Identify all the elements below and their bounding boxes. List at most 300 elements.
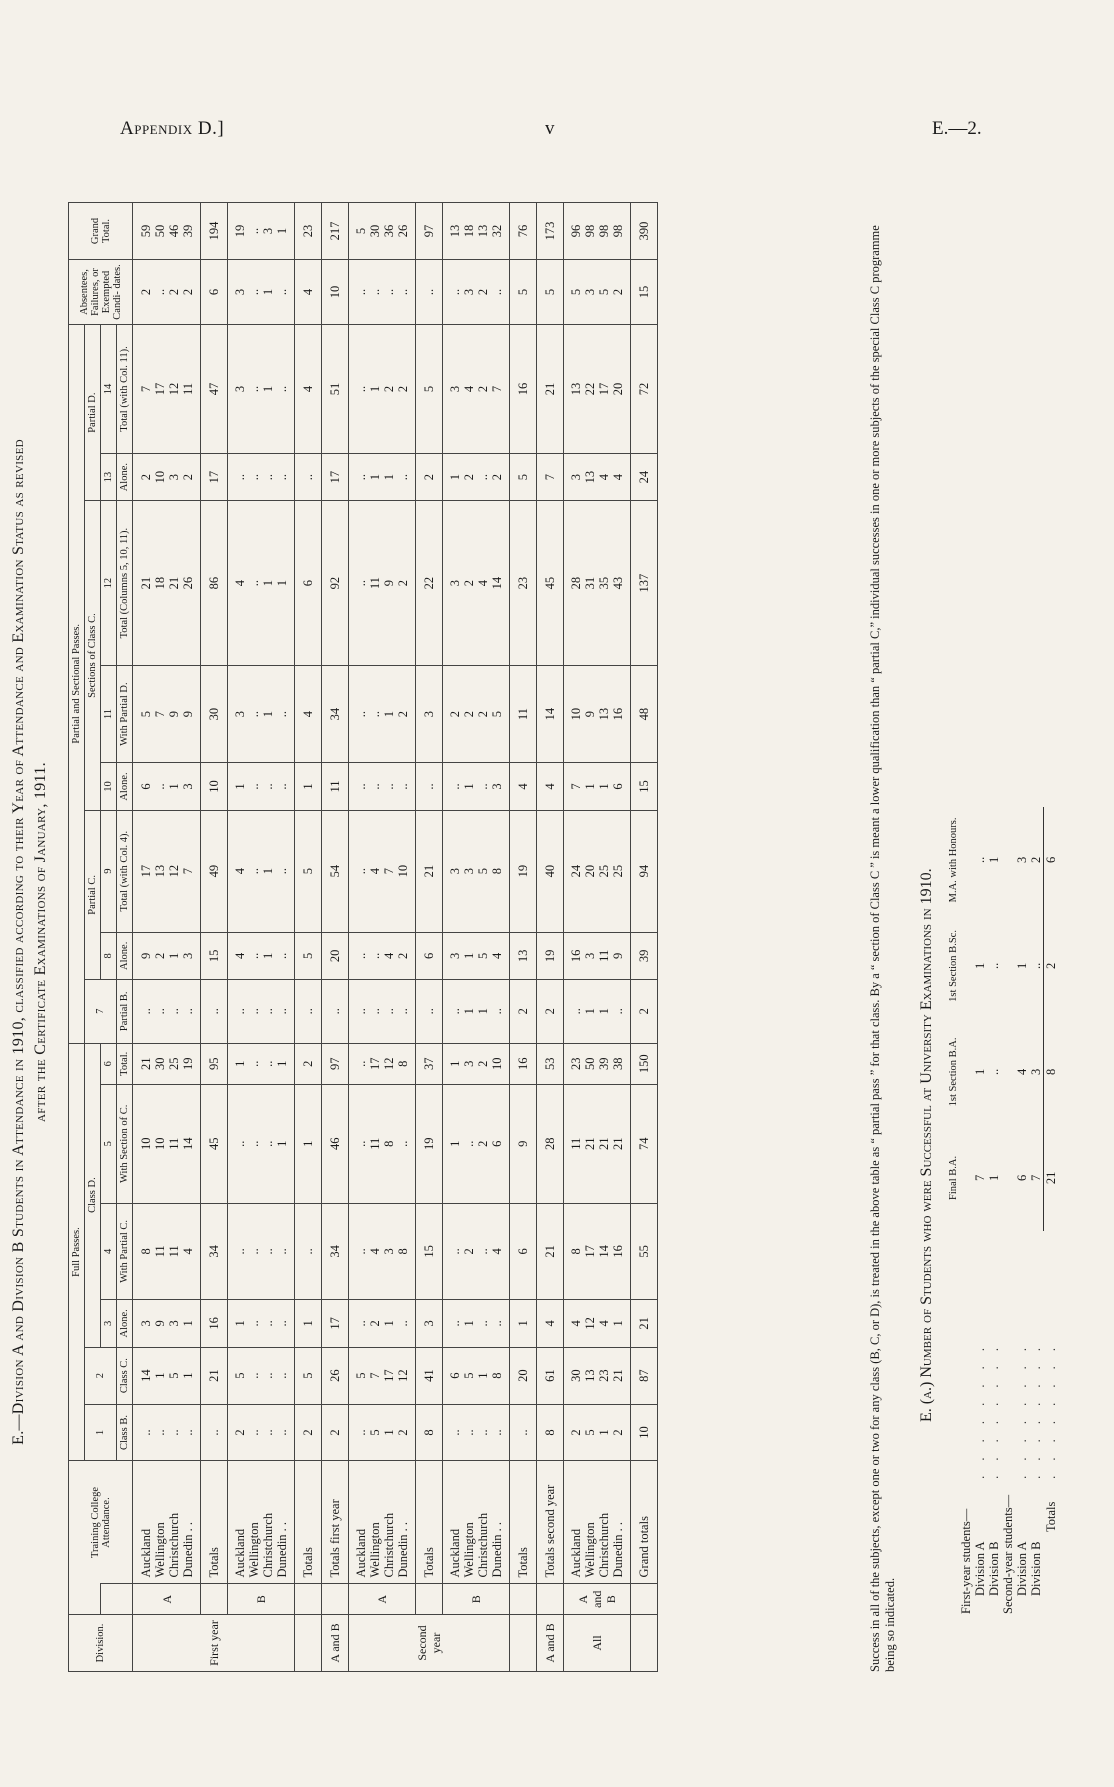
- header-n10: 10: [101, 763, 117, 810]
- table-cell: .. 1 1 ..: [443, 980, 510, 1044]
- table-cell: 11 21 21 21: [564, 1084, 631, 1203]
- table-cell: 9: [510, 1084, 537, 1203]
- table-cell: 34: [201, 1203, 228, 1300]
- table-cell: 5 7 17 12: [349, 1347, 416, 1404]
- table-cell: .. 4 3 8: [349, 1203, 416, 1300]
- table-cell: ..: [295, 1203, 322, 1300]
- header-first-section-bsc: 1st Section B.Sc.: [948, 930, 959, 1002]
- value-first-section-bsc: 1: [973, 962, 987, 970]
- table-cell: 21: [537, 1203, 564, 1300]
- header-full-passes: Full Passes.: [69, 1043, 85, 1461]
- table-cell: 2: [295, 1043, 322, 1084]
- table-cell: 9 2 1 3: [133, 932, 201, 979]
- table-cell: 47: [201, 325, 228, 454]
- table-cell: 16: [201, 1300, 228, 1347]
- list-item: [1044, 807, 1059, 1622]
- table-cell: 137: [631, 501, 658, 666]
- college-list: Auckland Wellington Christchurch Dunedin . .: [228, 1461, 295, 1584]
- row-label: Division B: [1029, 1541, 1043, 1596]
- table-cell: 24 20 25 25: [564, 810, 631, 932]
- table-cell: .. .. .. ..: [349, 260, 416, 325]
- row-label: Division A: [1015, 1541, 1029, 1596]
- label-second-year: Second year: [349, 1615, 510, 1672]
- table-row: [201, 203, 228, 1672]
- list-item: [1029, 807, 1044, 1622]
- table-cell: 5: [295, 932, 322, 979]
- table-cell: 4 12 4 1: [564, 1300, 631, 1347]
- table-cell: 30 13 23 21: [564, 1347, 631, 1404]
- table-cell: 5 3 5 2: [564, 260, 631, 325]
- table-cell: 3 .. 1 ..: [228, 260, 295, 325]
- value-first-section-ba: 8: [1044, 1019, 1059, 1125]
- row-label: Division B: [987, 1541, 1001, 1596]
- table-cell: 28: [537, 1084, 564, 1203]
- table-cell: 4: [295, 665, 322, 762]
- value-final-ba: 6: [1015, 1174, 1029, 1182]
- label-a-and-b-brace: A and B: [564, 1584, 631, 1615]
- table-cell: 5: [295, 810, 322, 932]
- table-cell: 23: [295, 203, 322, 260]
- header-partial-c: Partial C.: [85, 810, 101, 979]
- table-cell: 2: [416, 453, 443, 500]
- header-grand-total: Grand Total.: [69, 203, 133, 260]
- table-cell: 6: [295, 501, 322, 666]
- list-item: [1001, 807, 1015, 1622]
- table-cell: 5: [537, 260, 564, 325]
- header-c10: Alone.: [117, 763, 133, 810]
- table-cell: 1: [510, 1300, 537, 1347]
- table-cell: 92: [322, 501, 349, 666]
- table-cell: 21 18 21 26: [133, 501, 201, 666]
- label-division-b: B: [228, 1584, 295, 1615]
- table-cell: 23 50 39 38: [564, 1043, 631, 1084]
- table-cell: 21: [416, 810, 443, 932]
- table-cell: 10: [631, 1404, 658, 1461]
- header-c14: Total (with Col. 11).: [117, 325, 133, 454]
- table-cell: ..: [201, 980, 228, 1044]
- list-item: [1015, 807, 1029, 1622]
- table-cell: 14: [537, 665, 564, 762]
- university-title: E. (a.) Number of Students who were Successful at University Examinations in 1910.: [918, 868, 935, 1422]
- table-cell: 45: [201, 1084, 228, 1203]
- table-cell: 6: [201, 260, 228, 325]
- table-cell: .. 11 9 2: [349, 501, 416, 666]
- header-n3: 3: [101, 1300, 117, 1347]
- table-cell: .. .. .. 1: [228, 1084, 295, 1203]
- table-cell: 54: [322, 810, 349, 932]
- table-cell: 37: [416, 1043, 443, 1084]
- table-cell: 19 .. 3 1: [228, 203, 295, 260]
- table-cell: .. 1 .. 3: [443, 763, 510, 810]
- table-cell: 10: [322, 260, 349, 325]
- header-absentees: Absentees, Failures, or Exempted Candi- dates.: [69, 260, 133, 325]
- table-cell: 4: [510, 763, 537, 810]
- table-cell: .. .. .. ..: [443, 1404, 510, 1461]
- college-list: Auckland Wellington Christchurch Dunedin . .: [133, 1461, 201, 1584]
- table-cell: 3 13 4 4: [564, 453, 631, 500]
- label-first-year: First year: [133, 1615, 295, 1672]
- table-cell: 28 31 35 43: [564, 501, 631, 666]
- table-title: [8, 172, 52, 1712]
- table-cell: 96 98 98 98: [564, 203, 631, 260]
- list-item: [959, 807, 973, 1622]
- appendix-label: Appendix D.]: [120, 118, 225, 139]
- value-ma-honours: 6: [1044, 807, 1059, 913]
- table-cell: .. 3 2 ..: [443, 260, 510, 325]
- table-cell: 5: [510, 453, 537, 500]
- table-cell: 3 2 4 14: [443, 501, 510, 666]
- table-cell: 10: [201, 763, 228, 810]
- table-cell: 13 18 13 32: [443, 203, 510, 260]
- university-table: [948, 807, 1058, 1622]
- table-cell: 194: [201, 203, 228, 260]
- table-cell: 2 5 1 2: [564, 1404, 631, 1461]
- table-cell: 150: [631, 1043, 658, 1084]
- table-cell: 5 .. .. ..: [228, 1347, 295, 1404]
- row-label: Totals: [1043, 1501, 1058, 1532]
- label-totals-second-year: Totals second year: [537, 1461, 564, 1584]
- value-final-ba: 7: [973, 1174, 987, 1182]
- header-n5: 5: [101, 1084, 117, 1203]
- table-cell: 4 .. 1 ..: [228, 932, 295, 979]
- table-cell: 40: [537, 810, 564, 932]
- row-label: First-year students—: [959, 1508, 973, 1614]
- header-n13: 13: [101, 453, 117, 500]
- value-first-section-bsc: ..: [1029, 962, 1043, 970]
- table-cell: ..: [295, 453, 322, 500]
- table-cell: .. .. .. ..: [228, 1203, 295, 1300]
- table-cell: 30: [201, 665, 228, 762]
- table-cell: 17: [201, 453, 228, 500]
- table-cell: 19: [510, 810, 537, 932]
- table-cell: 97: [416, 203, 443, 260]
- row-label: Division A: [973, 1541, 987, 1596]
- value-final-ba: 21: [1044, 1125, 1059, 1231]
- table-cell: 1 2 .. 2: [443, 453, 510, 500]
- value-first-section-bsc: 2: [1044, 913, 1059, 1019]
- list-item: [973, 807, 987, 1622]
- table-cell: .. .. 1 2: [349, 665, 416, 762]
- header-c8: Alone.: [117, 932, 133, 979]
- table-cell: 11: [510, 665, 537, 762]
- header-n8: 8: [101, 932, 117, 979]
- table-cell: 1: [295, 763, 322, 810]
- leader-dots: . . . . . . . .: [1015, 1342, 1029, 1479]
- header-c4: With Partial C.: [117, 1203, 133, 1300]
- table-cell: 4 .. 1 1: [228, 501, 295, 666]
- value-ma-honours: 2: [1029, 856, 1043, 864]
- table-cell: 6 .. 1 3: [133, 763, 201, 810]
- label-division-a: A: [133, 1584, 201, 1615]
- table-cell: 8 17 14 16: [564, 1203, 631, 1300]
- table-cell: 59 50 46 39: [133, 203, 201, 260]
- table-cell: 6 5 1 8: [443, 1347, 510, 1404]
- table-cell: 5 30 36 26: [349, 203, 416, 260]
- header-n11: 11: [101, 665, 117, 762]
- header-first-section-ba: 1st Section B.A.: [948, 1037, 959, 1107]
- table-cell: 72: [631, 325, 658, 454]
- label-division-b: B: [443, 1584, 510, 1615]
- header-c3: Alone.: [117, 1300, 133, 1347]
- table-row: [228, 203, 295, 1672]
- header-c12: Total (Columns 5, 10, 11).: [117, 501, 133, 666]
- table-cell: 61: [537, 1347, 564, 1404]
- table-cell: .. 1 2 2: [349, 325, 416, 454]
- table-cell: 15: [631, 763, 658, 810]
- header-n14: 14: [101, 325, 117, 454]
- header-n2: 2: [85, 1347, 117, 1404]
- table-cell: .. .. .. ..: [133, 1404, 201, 1461]
- value-first-section-bsc: ..: [987, 962, 1001, 970]
- table-title-line-1: E.—Division A and Division B Students in Attendance in 1910, classified according to their Year of Attendance and Examination Status as revised: [10, 439, 27, 1445]
- table-cell: 7 17 12 11: [133, 325, 201, 454]
- report-code: E.—2.: [932, 118, 982, 139]
- table-cell: 5: [416, 325, 443, 454]
- header-final-ba: Final B.A.: [948, 1155, 959, 1200]
- label-grand-totals: Grand totals: [631, 1461, 658, 1584]
- value-first-section-ba: 1: [973, 1068, 987, 1076]
- value-first-section-ba: 4: [1015, 1068, 1029, 1076]
- table-cell: 8: [416, 1404, 443, 1461]
- table-row: [322, 203, 349, 1672]
- row-label: Second-year students—: [1001, 1494, 1015, 1614]
- table-cell: 2 10 3 2: [133, 453, 201, 500]
- table-cell: 5: [295, 1347, 322, 1404]
- label-totals: Totals: [416, 1461, 443, 1584]
- college-list: Auckland Wellington Christchurch Dunedin . .: [564, 1461, 631, 1584]
- table-cell: 1 3 2 10: [443, 1043, 510, 1084]
- table-cell: 86: [201, 501, 228, 666]
- table-cell: 5: [510, 260, 537, 325]
- header-n9: 9: [101, 810, 117, 932]
- table-cell: .. .. .. ..: [349, 980, 416, 1044]
- table-cell: ..: [416, 980, 443, 1044]
- table-cell: 1 .. .. ..: [228, 763, 295, 810]
- table-cell: 3 .. 1 ..: [228, 665, 295, 762]
- leader-dots: . . . . . . . .: [1029, 1342, 1043, 1479]
- label-totals: Totals: [201, 1461, 228, 1584]
- table-cell: .. 2 1 ..: [349, 1300, 416, 1347]
- table-cell: 2: [322, 1404, 349, 1461]
- label-totals: Totals: [295, 1461, 322, 1584]
- table-cell: .. 1 .. ..: [443, 1300, 510, 1347]
- header-c5: With Section of C.: [117, 1084, 133, 1203]
- table-cell: ..: [322, 980, 349, 1044]
- table-cell: 34: [322, 665, 349, 762]
- table-cell: 2: [510, 980, 537, 1044]
- table-cell: 45: [537, 501, 564, 666]
- header-c11: With Partial D.: [117, 665, 133, 762]
- table-cell: 21 30 25 19: [133, 1043, 201, 1084]
- table-cell: 94: [631, 810, 658, 932]
- table-cell: 21: [537, 325, 564, 454]
- table-cell: 10 9 13 16: [564, 665, 631, 762]
- table-cell: 1: [295, 1084, 322, 1203]
- table-cell: 4: [295, 325, 322, 454]
- table-cell: 173: [537, 203, 564, 260]
- table-cell: 55: [631, 1203, 658, 1300]
- table-cell: 51: [322, 325, 349, 454]
- table-cell: 16 3 11 9: [564, 932, 631, 979]
- table-cell: 15: [416, 1203, 443, 1300]
- value-ma-honours: ..: [973, 856, 987, 864]
- table-cell: 2 .. .. ..: [228, 1404, 295, 1461]
- table-cell: 1: [295, 1300, 322, 1347]
- value-final-ba: 7: [1029, 1174, 1043, 1182]
- header-c9: Total (with Col. 4).: [117, 810, 133, 932]
- table-cell: 87: [631, 1347, 658, 1404]
- table-cell: 95: [201, 1043, 228, 1084]
- label-division-a: A: [349, 1584, 416, 1615]
- table-cell: ..: [295, 980, 322, 1044]
- table-cell: 17: [322, 1300, 349, 1347]
- table-cell: 1 .. .. ..: [228, 1300, 295, 1347]
- table-row: [537, 203, 564, 1672]
- table-cell: .. 11 8 ..: [349, 1084, 416, 1203]
- table-cell: 23: [510, 501, 537, 666]
- header-n4: 4: [101, 1203, 117, 1300]
- table-row: [349, 203, 416, 1672]
- table-cell: 76: [510, 203, 537, 260]
- table-row: [510, 203, 537, 1672]
- table-cell: 17: [322, 453, 349, 500]
- table-cell: 3 9 3 1: [133, 1300, 201, 1347]
- table-cell: .. 5 1 2: [349, 1404, 416, 1461]
- table-cell: 11: [322, 763, 349, 810]
- table-cell: .. .. .. ..: [349, 763, 416, 810]
- leader-dots: . . . . . . . .: [973, 1342, 987, 1479]
- page-header: [0, 118, 1114, 148]
- table-cell: .. 4 7 10: [349, 810, 416, 932]
- value-ma-honours: 3: [1015, 856, 1029, 864]
- table-cell: 1 .. 2 6: [443, 1084, 510, 1203]
- attendance-table: [68, 202, 658, 1672]
- table-cell: 13: [510, 932, 537, 979]
- table-cell: 6: [510, 1203, 537, 1300]
- header-division: Division.: [69, 1615, 133, 1672]
- table-row: [416, 203, 443, 1672]
- college-list: Auckland Wellington Christchurch Dunedin . .: [349, 1461, 416, 1584]
- table-cell: 21: [631, 1300, 658, 1347]
- table-cell: 217: [322, 203, 349, 260]
- list-item: [987, 807, 1001, 1622]
- header-college: Training College Attendance.: [69, 1461, 133, 1584]
- table-cell: 39: [631, 932, 658, 979]
- table-cell: 21: [201, 1347, 228, 1404]
- table-cell: .. .. .. ..: [228, 453, 295, 500]
- table-cell: 16: [510, 325, 537, 454]
- table-cell: .. .. .. ..: [228, 980, 295, 1044]
- header-c1: Class B.: [117, 1404, 133, 1461]
- table-cell: 3 3 5 8: [443, 810, 510, 932]
- table-cell: 5 7 9 9: [133, 665, 201, 762]
- table-cell: 2: [537, 980, 564, 1044]
- header-n12: 12: [101, 501, 117, 666]
- table-cell: ..: [201, 1404, 228, 1461]
- table-cell: 2 .. 2 2: [133, 260, 201, 325]
- header-partial-sectional: Partial and Sectional Passes.: [69, 325, 85, 1044]
- value-first-section-bsc: 1: [1015, 962, 1029, 970]
- header-n6: 6: [101, 1043, 117, 1084]
- table-row: [564, 203, 631, 1672]
- table-cell: .. 1 1 ..: [564, 980, 631, 1044]
- value-first-section-ba: 3: [1029, 1068, 1043, 1076]
- table-cell: 53: [537, 1043, 564, 1084]
- table-cell: 14 1 5 1: [133, 1347, 201, 1404]
- table-cell: 20: [510, 1347, 537, 1404]
- header-partial-d: Partial D.: [85, 325, 101, 501]
- table-cell: 4: [295, 260, 322, 325]
- table-cell: 34: [322, 1203, 349, 1300]
- table-cell: 13 22 17 20: [564, 325, 631, 454]
- label-a-and-b: A and B: [322, 1615, 349, 1672]
- table-cell: 15: [201, 932, 228, 979]
- table-cell: 26: [322, 1347, 349, 1404]
- header-c6: Total.: [117, 1043, 133, 1084]
- table-cell: .. .. 4 2: [349, 932, 416, 979]
- rotated-sheet: [8, 172, 1108, 1712]
- header-n7: 7: [85, 980, 117, 1044]
- table-cell: 7: [537, 453, 564, 500]
- label-totals: Totals: [510, 1461, 537, 1584]
- label-totals-first-year: Totals first year: [322, 1461, 349, 1584]
- table-cell: 3 .. 1 ..: [228, 325, 295, 454]
- label-a-and-b: A and B: [537, 1615, 564, 1672]
- table-cell: 24: [631, 453, 658, 500]
- table-cell: ..: [510, 1404, 537, 1461]
- table-cell: 4 .. 1 ..: [228, 810, 295, 932]
- table-cell: 19: [537, 932, 564, 979]
- table-cell: 390: [631, 203, 658, 260]
- footnote: Success in all of the subjects, except one or two for any class (B, C, or D), is treated in the above table as “ partial pass ” for that class. By a “ section of Class C ” is meant a lower qualification than “ partial C,” individual successes in one or more subjects of the special Class C programme being so indicated.: [868, 225, 897, 1672]
- table-cell: 3: [416, 1300, 443, 1347]
- label-all: All: [564, 1615, 631, 1672]
- table-cell: 3 1 5 4: [443, 932, 510, 979]
- table-cell: 1 .. .. 1: [228, 1043, 295, 1084]
- table-cell: 46: [322, 1084, 349, 1203]
- table-cell: 74: [631, 1084, 658, 1203]
- table-cell: 49: [201, 810, 228, 932]
- value-final-ba: 1: [987, 1174, 1001, 1182]
- table-cell: 16: [510, 1043, 537, 1084]
- table-cell: .. 1 1 ..: [349, 453, 416, 500]
- table-row: [295, 203, 322, 1672]
- college-list: Auckland Wellington Christchurch Dunedin . .: [443, 1461, 510, 1584]
- leader-dots: . . . . . . . .: [987, 1342, 1001, 1479]
- table-cell: 8: [537, 1404, 564, 1461]
- table-cell: 8 11 11 4: [133, 1203, 201, 1300]
- header-class-d: Class D.: [85, 1043, 101, 1347]
- table-row: [133, 203, 201, 1672]
- header-c2: Class C.: [117, 1347, 133, 1404]
- table-cell: 22: [416, 501, 443, 666]
- table-cell: 6: [416, 932, 443, 979]
- table-cell: ..: [416, 763, 443, 810]
- table-cell: 48: [631, 665, 658, 762]
- table-cell: 2: [631, 980, 658, 1044]
- table-row: [631, 203, 658, 1672]
- table-cell: 4: [537, 763, 564, 810]
- table-row: [443, 203, 510, 1672]
- header-sections-c: Sections of Class C.: [85, 501, 101, 810]
- table-title-line-2: after the Certificate Examinations of January, 1911.: [32, 762, 49, 1122]
- value-ma-honours: 1: [987, 856, 1001, 864]
- table-cell: 7 1 1 6: [564, 763, 631, 810]
- table-cell: 4: [537, 1300, 564, 1347]
- table-cell: 2: [295, 1404, 322, 1461]
- leader-dots: . . . . . . . .: [1043, 1342, 1058, 1479]
- header-ma-honours: M.A. with Honours.: [948, 817, 959, 903]
